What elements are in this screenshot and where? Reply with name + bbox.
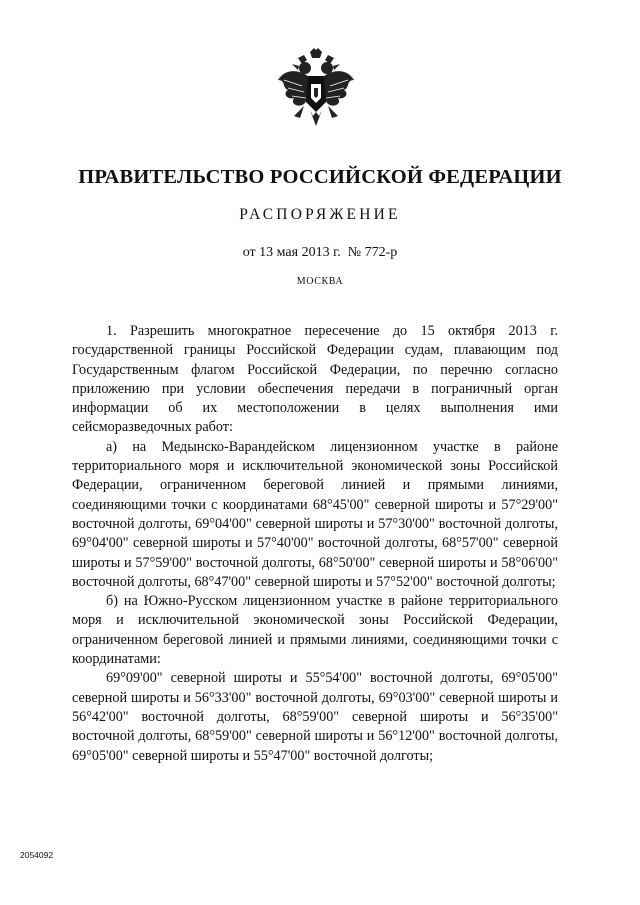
paragraph-item-a: а) на Медынско-Варандейском лицензионном участке в районе территориального моря и исключительной экономической зоны Российской Федерации, ограниченном береговой линией и прямыми линиями, соединяющими точки с координатами 68°45'00" северной широты и 57°29'00" восточной долготы, 69°04'00" северной широты и 57°30'00" восточной долготы, 69°04'00" северной широты и 57°40'00" восточной долготы, 68°57'00" северной широты и 57°59'00" восточной долготы, 68°50'00" северной широты и 58°06'00" восточной долготы, 68°47'00" северной широты и 57°52'00" восточной долготы; [72, 438, 558, 590]
document-date-number: от 13 мая 2013 г. № 772-р [242, 245, 398, 260]
paragraph-item-b: б) на Южно-Русском лицензионном участке в районе территориального моря и исключительной экономической зоны Российской Федерации, ограниченном береговой линией и прямыми линиями, соединяющими точки с координатами: [72, 593, 558, 668]
document-code: 2054092 [20, 850, 54, 860]
document-city: МОСКВА [296, 276, 344, 287]
paragraph-coordinates: 69°09'00" северной широты и 55°54'00" восточной долготы, 69°05'00" северной широты и 56°33'00" восточной долготы, 69°03'00" северной широты и 56°42'00" восточной долготы, 68°59'00" северной широты и 56°35'00" восточной долготы, 68°59'00" северной широты и 56°12'00" восточной долготы, 69°05'00" северной широты и 55°47'00" восточной долготы; [72, 670, 558, 764]
russian-coat-of-arms-icon [274, 46, 358, 146]
government-title: ПРАВИТЕЛЬСТВО РОССИЙСКОЙ ФЕДЕРАЦИИ [78, 166, 562, 188]
document-body [72, 322, 558, 766]
document-type: РАСПОРЯЖЕНИЕ [239, 206, 401, 223]
paragraph-1: 1. Разрешить многократное пересечение до 15 октября 2013 г. государственной границы Российской Федерации судам, плавающим под Государственным флагом Российской Федерации, по перечню согласно приложению при условии обеспечения передачи в пограничный орган информации об их местоположении в целях выполнения ими сейсморазведочных работ: [72, 323, 558, 436]
